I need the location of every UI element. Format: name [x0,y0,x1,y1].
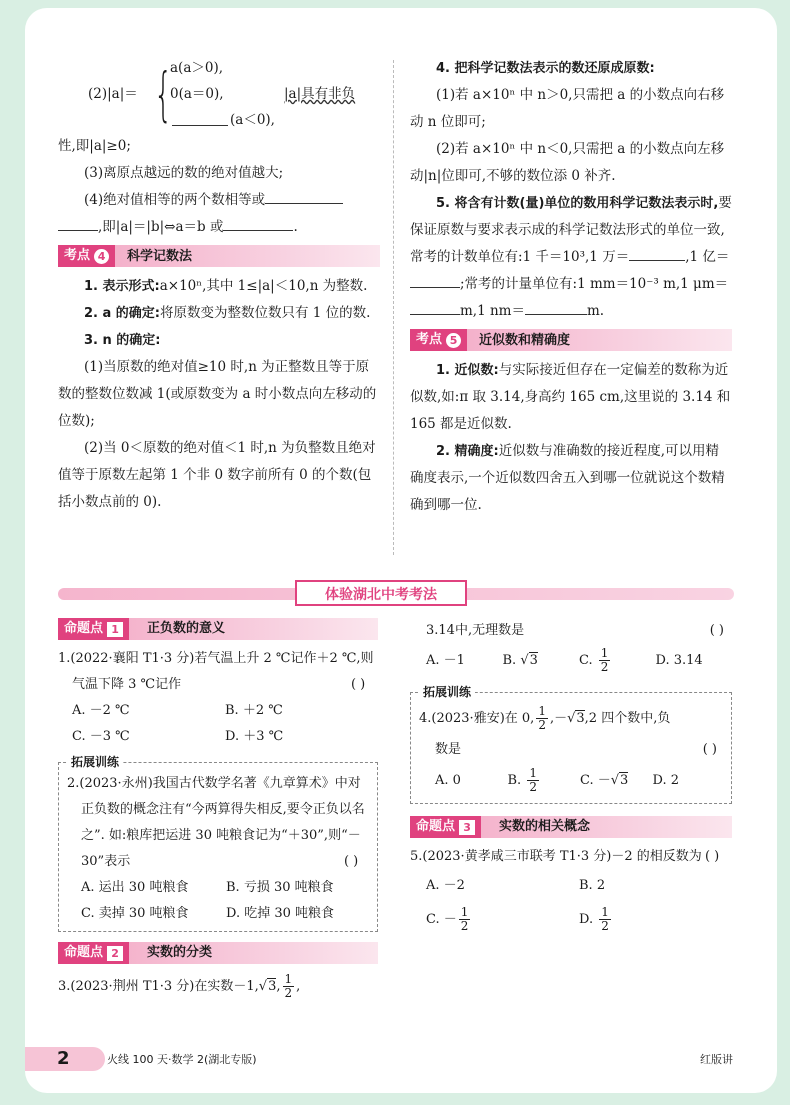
kaodian-number: 5 [446,333,461,348]
answer-paren: ( ) [350,677,366,692]
mingtidian-number: 3 [459,820,475,835]
option-a[interactable]: A. －2 ℃ [72,703,130,718]
mingtidian-1-header [58,618,378,640]
answer-paren: ( ) [709,623,724,638]
fraction-numerator: 1 [600,646,609,660]
option-d[interactable] [579,902,732,938]
book-title: 火线 100 天·数学 2(湖北专版) [107,1053,257,1066]
question-4-options [419,763,725,799]
kaodian-tag [410,329,467,351]
units-blank-4 [525,300,587,315]
question-2 [67,771,371,875]
mingtidian-3-header [410,816,732,838]
left-top-column [58,55,380,516]
abs-note-2: 性,即|a|≥0; [58,138,131,154]
sci-a-heading: 2. a 的确定: [84,306,161,321]
option-b-label: B. [507,773,526,788]
mingtidian-tag [410,816,481,838]
fraction-half [536,705,548,732]
sci-form [58,273,380,300]
question-3-options [410,644,732,678]
sci-form-heading: 1. 表示形式: [84,279,160,294]
fraction-denominator: 2 [538,718,546,732]
option-c[interactable]: C. －√3 [580,773,629,788]
rule-4 [58,187,380,214]
units-blank-1 [629,246,685,261]
units-text-d: m, [460,303,478,319]
option-c[interactable]: C. 卖掉 30 吨粮食 [81,906,189,921]
question-1-options-row-2 [58,724,378,750]
restore-rule-1: (1)若 a×10ⁿ 中 n＞0,只需把 a 的小数点向右移动 n 位即可; [410,87,725,130]
sqrt-3: 3 [576,711,585,726]
option-b[interactable]: B. 亏损 30 吨粮食 [226,880,334,895]
rule-4-blank-2 [58,216,98,231]
option-a[interactable]: A. 0 [435,773,461,788]
question-3-comma: , [296,979,301,994]
kaodian-tag-text: 考点 [416,332,443,347]
units-text-f: m. [586,303,605,319]
fraction-numerator: 1 [460,905,469,919]
question-4-stem: 4.(2023·雅安)在 0, [419,711,535,726]
mingtidian-tag [58,618,129,640]
mingtidian-tag-text: 命题点 [64,945,104,960]
kaodian-tag [58,245,115,267]
kaodian-5-header [410,329,732,351]
question-5-options-row-1 [410,870,732,902]
approx-def [410,357,732,438]
rule-4-text-2: ,即|a|＝|b|⇔a＝b 或 [98,219,224,235]
sqrt-3: 3 [268,979,277,994]
sci-n-rule-1: (1)当原数的绝对值≥10 时,n 为正整数且等于原数的整数位数减 1(或原数变为 a 时小数点向左移动的位数); [58,359,377,429]
question-3-cont-text: 3.14中,无理数是 [426,623,525,638]
restore-heading-text: 4. 把科学记数法表示的数还原成原数: [436,61,655,76]
right-top-column [410,55,732,519]
question-2-options-row-2 [67,901,371,927]
rule-3: (3)离原点越远的数的绝对值越大; [84,165,284,181]
section-band-label: 体验湖北中考考法 [295,580,467,606]
answer-paren: ( ) [704,849,720,864]
question-3-stem: 3.(2023·荆州 T1·3 分)在实数－1, [58,979,259,994]
abs-case-3: (a＜0), [230,112,275,128]
rule-4-blank-3 [223,216,293,231]
option-d[interactable]: D. 吃掉 30 吨粮食 [226,906,335,921]
option-a[interactable]: A. 运出 30 吨粮食 [81,880,189,895]
fraction-numerator: 1 [529,766,537,780]
units-blank-3 [410,300,460,315]
question-1-options-row-1 [58,698,378,724]
question-1 [58,646,378,698]
option-c[interactable] [579,644,656,678]
sci-n-heading: 3. n 的确定: [84,333,161,348]
option-b[interactable]: B. ＋2 ℃ [225,703,283,718]
fraction-denominator: 2 [460,919,469,933]
sci-a [58,300,380,327]
abs-case-2: 0(a＝0), [170,86,224,102]
right-bottom-column [410,618,732,938]
fraction-half [283,973,295,1000]
sci-n-rule-2: (2)当 0＜原数的绝对值＜1 时,n 为负整数且绝对值等于原数左起第 1 个非 0 数字前所有 0 的个数(包括小数点前的 0). [58,440,376,510]
extension-box [58,755,378,932]
question-5 [410,844,732,870]
rule-4-text: (4)绝对值相等的两个数相等或 [84,192,266,208]
kaodian-title: 近似数和精确度 [479,332,571,348]
restore-heading [410,55,732,82]
kaodian-tag-text: 考点 [64,248,91,263]
page-footer [25,1045,777,1073]
mingtidian-number: 1 [107,622,123,637]
answer-paren: ( ) [702,742,717,757]
option-b[interactable]: B. √3 [502,653,538,668]
units-text-c: ;常考的计量单位有:1 mm＝10⁻³ m,1 μm＝ [460,276,729,292]
question-4-text-d: 数是 [435,742,462,757]
option-d[interactable]: D. 3.14 [655,653,703,668]
question-4-text-b: ,－ [549,711,568,726]
approx-text: 与实际接近但存在一定偏差的数称为近似数,如:π 取 3.14,身高约 165 cm,这里说的 3.14 和 165 都是近似数. [410,362,731,432]
column-divider [393,60,394,555]
mingtidian-tag [58,942,129,964]
fraction-denominator: 2 [600,660,609,674]
precision-heading: 2. 精确度: [436,444,499,459]
answer-paren: ( ) [343,854,359,869]
units-text-e: 1 nm＝ [477,303,525,319]
option-c-label: C. － [580,773,611,788]
rule-4-cont: ,即|a|＝|b|⇔a＝b 或 . [58,214,380,241]
extension-label: 拓展训练 [67,754,123,770]
option-c-label: C. － [426,912,457,927]
mingtidian-title: 实数的分类 [147,945,213,960]
abs-case-1: a(a＞0), [170,60,224,76]
edition-label: 红版讲 [700,1053,733,1066]
abs-note: |a|具有非负 [284,86,356,102]
page-number: 2 [25,1047,105,1071]
option-c[interactable]: C. －3 ℃ [72,729,130,744]
fraction-numerator: 1 [284,972,293,986]
option-c[interactable] [426,902,579,938]
question-2-stem: 2.(2023·永州)我国古代数学名著《九章算术》中对正负数的概念注有“今两算得失相反,要令正负以名之”. 如:粮库把运进 30 吨粮食记为“＋30”,则“－30”表示 [67,776,365,869]
fraction-numerator: 1 [538,704,546,718]
abs-prefix: (2)|a|＝ [88,86,138,102]
fraction-half [527,767,539,794]
question-1-stem: 1.(2022·襄阳 T1·3 分)若气温上升 2 ℃记作＋2 ℃,则气温下降 3 ℃记作 [58,651,374,692]
units-text-b: ,1 亿＝ [685,249,730,265]
sci-a-text: 将原数变为整数位数只有 1 位的数. [160,305,371,321]
option-a[interactable]: A. －1 [426,653,465,668]
sqrt-3: 3 [529,653,538,668]
fraction-denominator: 2 [529,780,537,794]
question-3-cont [410,618,732,644]
units-heading: 5. 将含有计数(量)单位的数用科学记数法表示时, [436,196,719,211]
mingtidian-2-header [58,942,378,964]
mingtidian-tag-text: 命题点 [416,819,456,834]
question-3: 3.(2023·荆州 T1·3 分)在实数－1,√3, $\frac{1}{2}$ , [58,972,301,1000]
sqrt-3: 3 [620,773,629,788]
extension-label: 拓展训练 [419,684,475,700]
units-blank-2 [410,273,460,288]
question-4: 4.(2023·雅安)在 0, $\frac{1}{2}$ ,－√3,2 四个数中,负 [419,704,671,732]
question-5-stem: 5.(2023·黄孝咸三市联考 T1·3 分)－2 的相反数为 [410,849,702,864]
option-b-label: B. [502,653,521,668]
approx-heading: 1. 近似数: [436,363,499,378]
abs-definition [58,55,380,133]
kaodian-4-header [58,245,380,267]
fraction-half [599,647,611,674]
units-paragraph [410,190,732,325]
question-5-options-row-2 [410,902,732,938]
kaodian-number: 4 [94,249,109,264]
units-text-a: 要保证原数与要求表示成的科学记数法形式的单位一致,常考的计数单位有:1 千＝10³,1 万＝ [410,195,732,265]
extension-box [410,685,732,804]
mingtidian-title: 正负数的意义 [147,621,226,636]
brace: { [154,60,173,128]
abs-case-3-blank [172,111,228,126]
mingtidian-title: 实数的相关概念 [499,819,591,834]
question-2-options-row-1 [67,875,371,901]
fraction-numerator: 1 [601,905,609,919]
question-4-text-c: ,2 四个数中,负 [584,711,671,726]
fraction-half [599,906,611,933]
precision-text: 近似数与准确数的接近程度,可以用精确度表示,一个近似数四舍五入到哪一位就说这个数精确到哪一位. [410,443,725,513]
fraction-half [459,906,471,933]
option-a[interactable]: A. －2 [426,878,465,893]
mingtidian-number: 2 [107,946,123,961]
sci-n [58,327,380,354]
fraction-denominator: 2 [284,986,293,1000]
fraction-denominator: 2 [601,919,609,933]
option-b[interactable]: B. 2 [579,878,606,893]
option-d[interactable]: D. 2 [652,773,679,788]
option-b[interactable] [508,763,581,799]
restore-rule-2: (2)若 a×10ⁿ 中 n＜0,只需把 a 的小数点向左移动|n|位即可,不够的数位添 0 补齐. [410,141,725,184]
precision-def [410,438,732,519]
rule-4-blank-1 [265,189,343,204]
option-c-label: C. [579,653,597,668]
sci-form-text: a×10ⁿ,其中 1≤|a|＜10,n 为整数. [159,278,368,294]
mingtidian-tag-text: 命题点 [64,621,104,636]
left-bottom-column [58,618,378,1004]
option-d-label: D. [579,912,598,927]
option-d[interactable]: D. ＋3 ℃ [225,729,284,744]
question-4-cont [419,737,725,763]
kaodian-title: 科学记数法 [127,248,193,264]
